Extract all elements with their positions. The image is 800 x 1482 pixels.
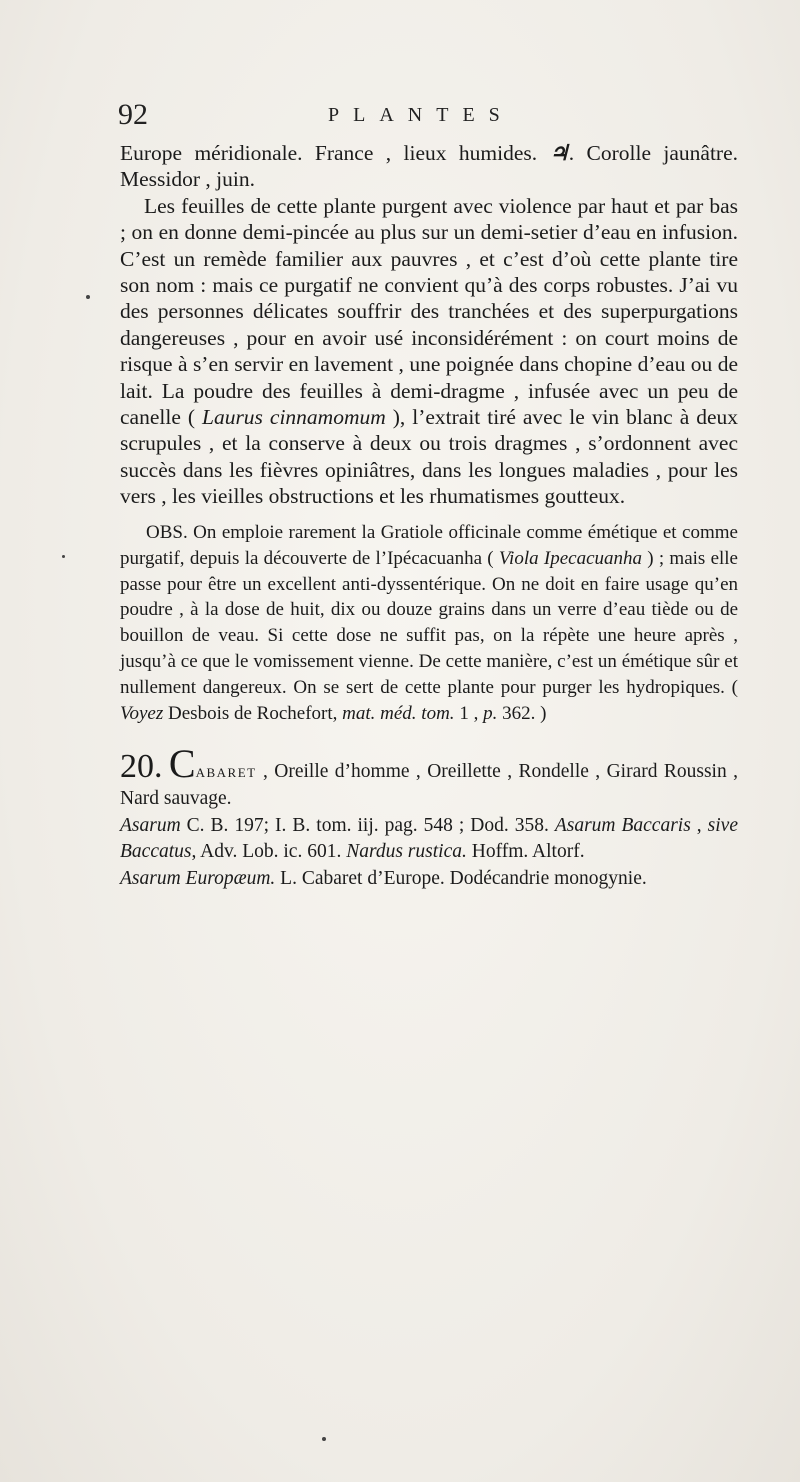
species-name: Nardus rustica. — [346, 841, 467, 863]
text-run: L. Cabaret d’Europe. Dodécandrie monogynie. — [275, 867, 647, 889]
entry-number: 20. — [120, 747, 163, 785]
running-head: PLANTES — [328, 104, 514, 126]
paper-speck — [86, 295, 90, 299]
page-number: 92 — [118, 98, 148, 131]
entry-cabaret — [120, 740, 738, 893]
text-run: , Adv. Lob. ic. 601. — [191, 841, 347, 863]
species-name: Asarum — [120, 814, 181, 836]
reference-title: mat. méd. tom. — [342, 703, 455, 725]
text-run: OBS. On emploie rarement la Gratiole officinale comme émétique et comme purgatif, depuis la découverte de l’Ipécacuanha ( — [120, 521, 738, 569]
text-run: 362. ) — [497, 703, 547, 725]
text-run: Desbois de Rochefort, — [163, 703, 343, 725]
text-run: 1 , — [454, 703, 484, 725]
text-run: Les feuilles de cette plante purgent avec violence par haut et par bas ; on en donne demi-pincée au plus sur un demi-setier d’eau en infusion. C’est un remède familier aux pauvres , et c’est d’où cette plante tire son nom : mais ce purgatif ne convient qu’à des corps robustes. J’ai vu des personnes délicates souffrir des tranchées et des superpurgations dangereuses , pour en avoir usé inconsidérément : on court moins de risque à s’en servir en lavement , une poignée dans chopine d’eau ou de lait. La poudre des feuilles à demi-dragme , infusée avec un peu de canelle ( — [120, 193, 738, 430]
text-run: Europe méridionale. France , lieux humides. — [120, 141, 550, 165]
latin-name: Viola Ipecacuanha — [498, 547, 643, 569]
body-text — [120, 140, 738, 892]
voyez-word: Voyez — [120, 703, 164, 725]
perennial-symbol: ♃ — [549, 141, 569, 165]
drop-cap: C — [168, 740, 196, 786]
text-run: . Corolle jaunâtre. Messidor , juin. — [120, 141, 738, 192]
paper-speck — [322, 1437, 326, 1441]
paragraph-observation — [120, 520, 738, 727]
paragraph-uses — [120, 193, 738, 510]
paragraph-habitat — [120, 140, 738, 193]
species-name: sive Baccatus — [120, 814, 738, 863]
text-run: C. B. 197; I. B. tom. iij. pag. 548 ; Dod. 358. — [180, 814, 555, 836]
text-run: Hoffm. Altorf. — [466, 841, 585, 863]
entry-title-smallcaps: ABARET — [195, 764, 257, 780]
species-name: Asarum Europæum. — [120, 867, 276, 889]
text-run: ), l’extrait tiré avec le vin blanc à deux scrupules , et la conserve à deux ou trois dragmes , s’ordonnent avec succès dans les fièvres opiniâtres, dans les longues maladies , pour les vers , les vieilles obstructions et les rhumatismes goutteux. — [120, 405, 738, 509]
species-name: Asarum Baccaris — [554, 814, 691, 836]
paper-speck — [62, 555, 65, 558]
text-run: ) ; mais elle passe pour être un excellent anti-dyssentérique. On ne doit en faire usage qu’en poudre , à la dose de huit, dix ou douze grains dans un verre d’eau tiède ou de bouillon de veau. Si cette dose ne suffit pas, on la répète une heure après , jusqu’à ce que le vomissement vienne. De cette manière, c’est un émétique sûr et nullement dangereux. On se sert de cette plante pour purger les hydropiques. ( — [120, 547, 738, 699]
latin-name: Laurus cinnamomum — [201, 405, 386, 430]
text-run: , — [690, 814, 708, 836]
page-abbrev: p. — [483, 703, 498, 725]
text-run: , Oreille d’homme , Oreillette , Rondelle , Girard Roussin , Nard sauvage. — [120, 760, 738, 810]
page-header — [118, 98, 678, 138]
